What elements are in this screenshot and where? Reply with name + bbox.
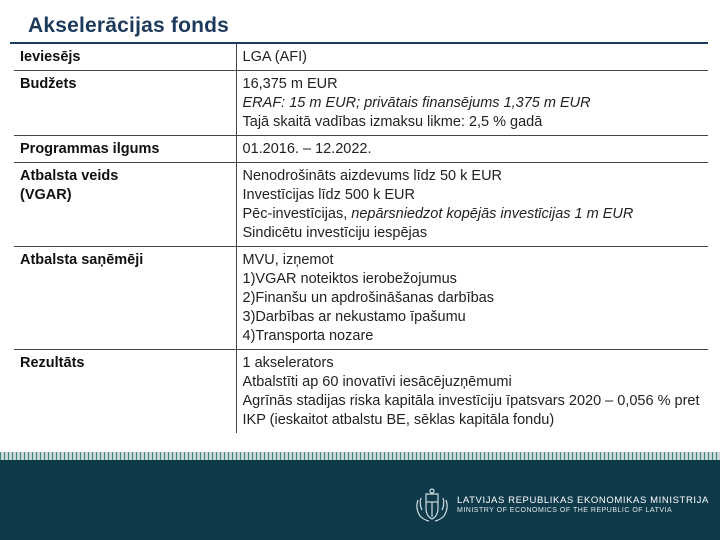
row-label: Budžets: [14, 71, 236, 136]
row-value: [236, 44, 708, 71]
table-row: [14, 247, 708, 350]
value-fragment: Pēc-investīcijas,: [242, 206, 348, 222]
value-line-composite: [243, 205, 703, 224]
row-label-line: (VGAR): [20, 187, 72, 203]
page-title: Akselerācijas fonds: [28, 14, 230, 37]
row-label: Ieviesējs: [14, 44, 236, 71]
table-row: [14, 350, 708, 434]
value-line: Investīcijas līdz 500 k EUR: [242, 187, 415, 203]
row-label: Rezultāts: [14, 350, 236, 434]
table-row: [14, 71, 708, 136]
value-line: Sindicētu investīciju iespējas: [242, 225, 428, 241]
row-value: [236, 350, 708, 434]
row-label: Atbalsta saņēmēji: [14, 247, 236, 350]
row-value: [236, 136, 708, 163]
row-label-line: Atbalsta veids: [20, 168, 119, 184]
value-line: 4)Transporta nozare: [242, 328, 374, 344]
value-line: 1 akselerators: [242, 355, 334, 371]
row-value: [236, 247, 708, 350]
fund-details-table: [14, 44, 708, 433]
row-label: Programmas ilgums: [14, 136, 236, 163]
decorative-stripe-band: [0, 452, 720, 460]
value-line: Nenodrošināts aizdevums līdz 50 k EUR: [242, 168, 503, 184]
value-line: Tajā skaitā vadības izmaksu likme: 2,5 % gadā: [242, 114, 543, 130]
value-line: 16,375 m EUR: [242, 76, 338, 92]
table-row: [14, 44, 708, 71]
value-fragment-italic: nepārsniedzot kopējās investīcijas 1 m EUR: [351, 206, 634, 222]
value-line: 2)Finanšu un apdrošināšanas darbības: [242, 290, 494, 306]
table-row: [14, 136, 708, 163]
coat-of-arms-icon: [412, 486, 452, 526]
value-line: LGA (AFI): [242, 49, 307, 65]
row-label: [14, 163, 236, 247]
value-line: MVU, izņemot: [242, 252, 334, 268]
value-line: 3)Darbības ar nekustamo īpašumu: [242, 309, 466, 325]
value-line: ERAF: 15 m EUR; privātais finansējums 1,375 m EUR: [242, 95, 591, 111]
value-line: Atbalstīti ap 60 inovatīvi iesācējuzņēmumi: [242, 374, 512, 390]
row-value: [236, 163, 708, 247]
value-line: Agrīnās stadijas riska kapitāla investīciju īpatsvars 2020 – 0,056 % pret IKP (ieskaitot atbalstu BE, sēklas kapitāla fondu): [242, 393, 700, 428]
row-value: [236, 71, 708, 136]
table-row: [14, 163, 708, 247]
value-line: 1)VGAR noteiktos ierobežojumus: [242, 271, 457, 287]
ministry-name-lv: LATVIJAS REPUBLIKAS EKONOMIKAS MINISTRIJA: [457, 495, 709, 506]
value-line: 01.2016. – 12.2022.: [242, 141, 372, 157]
ministry-name-en: MINISTRY OF ECONOMICS OF THE REPUBLIC OF LATVIA: [457, 507, 673, 514]
